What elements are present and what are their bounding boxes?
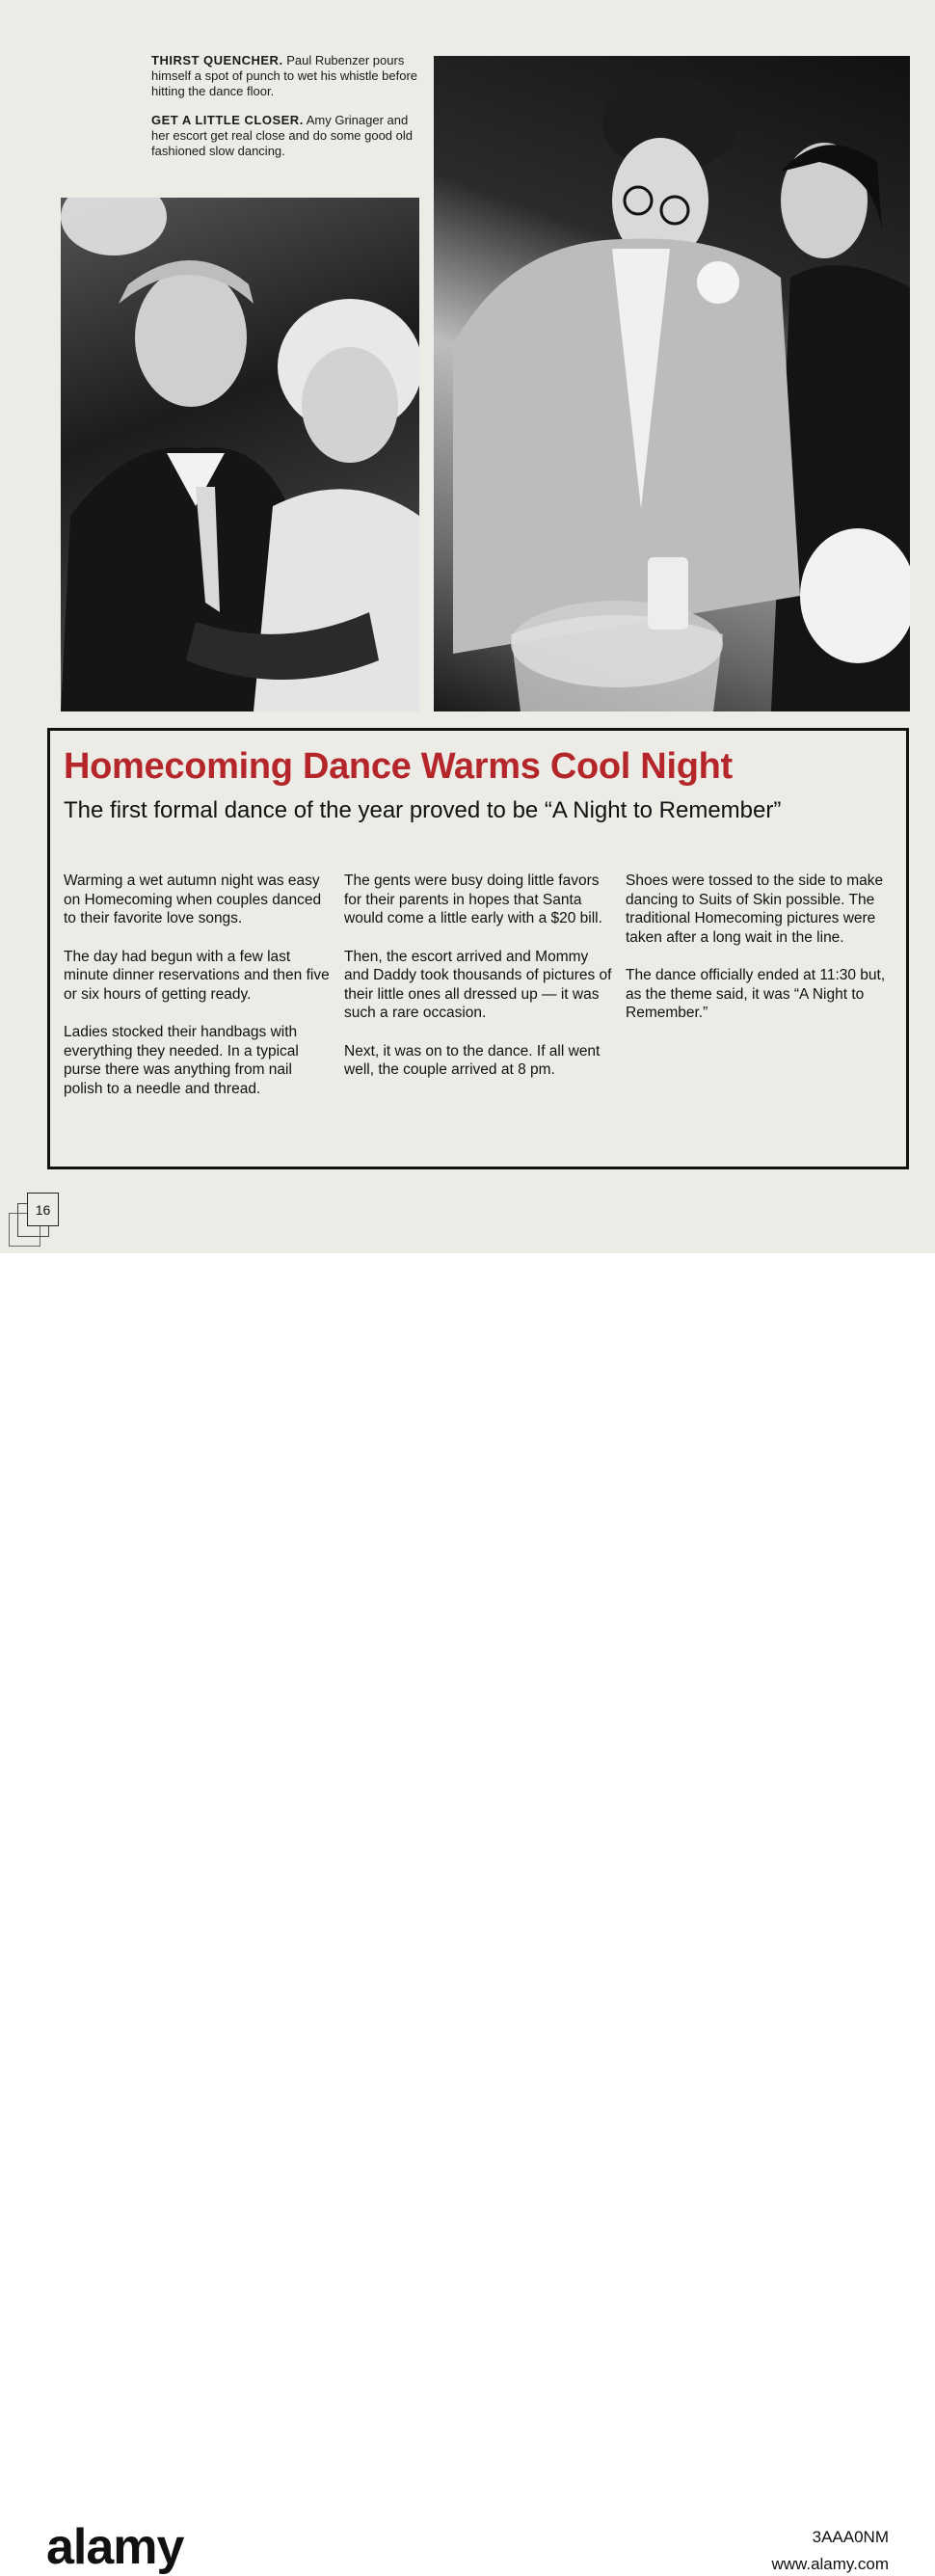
photo-couple-dancing: [61, 198, 419, 711]
article-column-2: [344, 872, 612, 1099]
paragraph: The dance officially ended at 11:30 but, as the theme said, it was “A Night to Remember.”: [626, 967, 886, 1021]
yearbook-page: [0, 0, 935, 1253]
paragraph: Then, the escort arrived and Mommy and Daddy took thousands of pictures of their little ones all dressed up — it was such a rare occasion.: [344, 948, 612, 1021]
page-number: 16: [27, 1193, 59, 1226]
photo-punch-bowl: [434, 56, 910, 711]
paragraph: Warming a wet autumn night was easy on Homecoming when couples danced to their favorite love songs.: [64, 872, 322, 926]
paragraph: Ladies stocked their handbags with everything they needed. In a typical purse there was anything from nail polish to a needle and thread.: [64, 1024, 299, 1097]
paragraph: Next, it was on to the dance. If all went well, the couple arrived at 8 pm.: [344, 1042, 601, 1078]
paragraph: The day had begun with a few last minute dinner reservations and then five or six hours of getting ready.: [64, 948, 330, 1003]
site-url: www.alamy.com: [771, 2555, 889, 2573]
article-deck: The first formal dance of the year proved to be “A Night to Remember”: [64, 797, 782, 823]
article-box: [47, 728, 909, 1169]
punch-bowl-illustration: [434, 56, 910, 711]
article-column-3: [626, 872, 894, 1042]
caption-thirst-quencher: THIRST QUENCHER. Paul Rubenzer pours himself a spot of punch to wet his whistle before hitting the dance floor.: [151, 53, 418, 98]
image-id: 3AAA0NM: [812, 2528, 889, 2546]
paragraph: The gents were busy doing little favors for their parents in hopes that Santa would come a little early with a $20 bill.: [344, 872, 602, 926]
paragraph: Shoes were tossed to the side to make dancing to Suits of Skin possible. The traditional Homecoming pictures were taken after a long wait in the line.: [626, 872, 884, 946]
caption-get-closer: GET A LITTLE CLOSER. Amy Grinager and her escort get real close and do some good old fashioned slow dancing.: [151, 113, 414, 158]
couple-dancing-illustration: [61, 198, 419, 711]
article-column-1: [64, 872, 332, 1117]
photo-captions: [151, 53, 421, 173]
alamy-logo: alamy: [46, 2519, 184, 2575]
watermark-footer: [0, 1253, 935, 2575]
article-headline: Homecoming Dance Warms Cool Night: [64, 746, 733, 787]
